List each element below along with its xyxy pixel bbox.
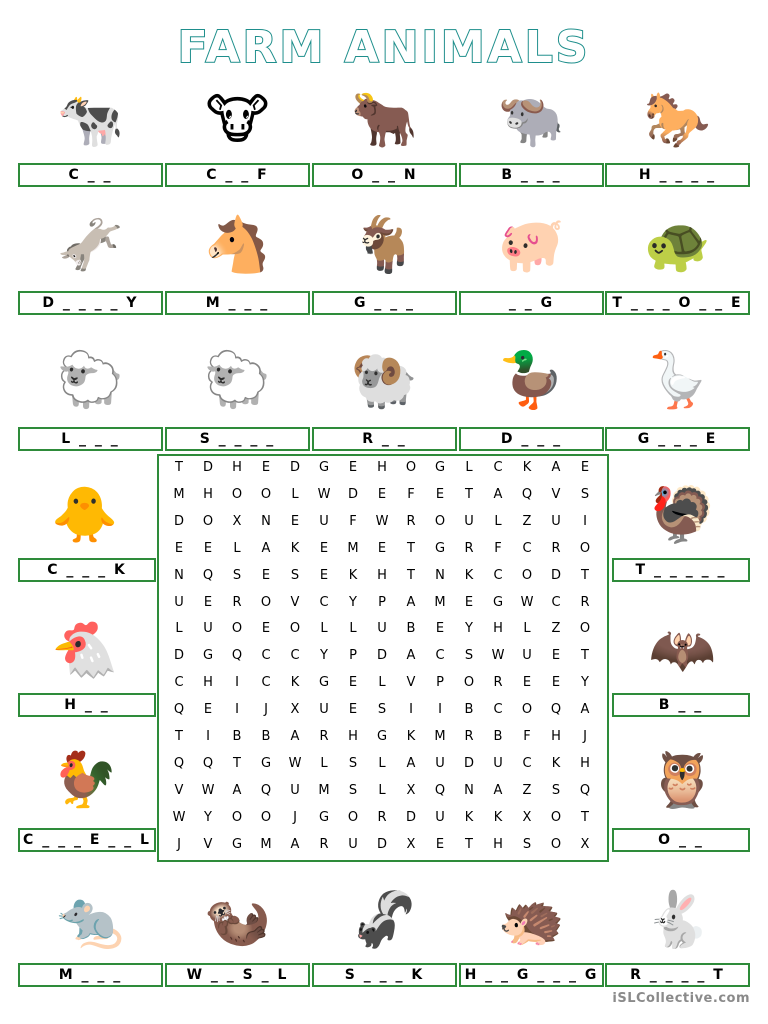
grid-letter[interactable]: R (319, 729, 329, 744)
grid-letter[interactable]: U (319, 513, 329, 529)
grid-letter[interactable]: H (232, 460, 242, 475)
grid-letter[interactable]: T (233, 755, 241, 771)
grid-letter[interactable]: N (435, 567, 445, 583)
grid-letter[interactable]: W (491, 648, 505, 664)
grid-letter[interactable]: B (493, 729, 503, 744)
grid-letter[interactable]: O (231, 809, 243, 825)
grid-letter[interactable]: F (494, 540, 502, 556)
pig-icon: 🐖 (497, 213, 566, 276)
grid-letter[interactable]: R (551, 540, 561, 556)
answer-box[interactable]: C _ _ _ K (18, 558, 156, 582)
grid-letter[interactable]: O (521, 702, 533, 718)
grid-letter[interactable]: C (261, 675, 271, 691)
grid-letter[interactable]: U (348, 836, 358, 852)
grid-letter[interactable]: L (320, 755, 328, 771)
grid-letter[interactable]: I (235, 702, 239, 718)
grid-letter[interactable]: A (406, 755, 416, 771)
tortoise-icon: 🐢 (643, 213, 712, 276)
grid-letter[interactable]: E (551, 648, 561, 664)
donkey-icon: 🫏 (56, 213, 125, 276)
answer-box[interactable]: C _ _ F (165, 163, 310, 187)
grid-letter[interactable]: O (405, 460, 417, 475)
grid-letter[interactable]: L (175, 621, 183, 637)
grid-letter[interactable]: M (318, 782, 330, 798)
footer-watermark: iSLCollective.com (612, 991, 750, 1006)
grid-letter[interactable]: D (463, 755, 474, 771)
grid-letter[interactable]: R (406, 513, 416, 529)
horse-icon: 🐎 (643, 88, 712, 151)
grid-letter[interactable]: L (465, 460, 473, 475)
grid-letter[interactable]: H (580, 755, 590, 771)
grid-letter[interactable]: U (203, 621, 213, 637)
grid-letter[interactable]: A (406, 594, 416, 610)
answer-box[interactable]: T _ _ _ O _ _ E (605, 291, 750, 315)
grid-letter[interactable]: C (261, 648, 271, 664)
grid-letter[interactable]: K (493, 809, 503, 825)
grid-letter[interactable]: G (492, 594, 504, 610)
grid-letter[interactable]: N (174, 567, 184, 583)
grid-letter[interactable]: S (580, 486, 590, 502)
answer-box[interactable]: H _ _ _ _ (605, 163, 750, 187)
grid-letter[interactable]: Q (173, 702, 185, 718)
grid-letter[interactable]: E (348, 460, 358, 475)
grid-letter[interactable]: C (522, 540, 532, 556)
grid-letter[interactable]: J (264, 702, 268, 718)
grid-letter[interactable]: O (347, 809, 359, 825)
grid-letter[interactable]: A (290, 729, 300, 744)
cockerel-icon: 🐓 (51, 748, 119, 811)
grid-letter[interactable]: O (260, 486, 272, 502)
grid-letter[interactable]: D (173, 513, 184, 529)
grid-letter[interactable]: A (493, 486, 503, 502)
grid-letter[interactable]: Q (579, 782, 591, 798)
calf-icon: 🐮 (205, 88, 270, 151)
grid-letter[interactable]: Y (465, 621, 473, 637)
lamb-icon: 🐑 (56, 348, 125, 411)
answer-box[interactable]: H _ _ (18, 693, 156, 717)
grid-letter[interactable]: R (493, 675, 503, 691)
grid-letter[interactable]: O (434, 513, 446, 529)
grid-letter[interactable]: O (550, 836, 562, 852)
grid-letter[interactable]: C (493, 702, 503, 718)
grid-letter[interactable]: K (522, 460, 532, 475)
grid-letter[interactable]: R (580, 594, 590, 610)
grid-letter[interactable]: X (580, 836, 590, 852)
grid-letter[interactable]: P (436, 675, 444, 691)
grid-letter[interactable]: H (551, 729, 561, 744)
grid-letter[interactable]: V (406, 675, 416, 691)
answer-box[interactable]: R _ _ _ _ T (605, 963, 750, 987)
grid-letter[interactable]: N (464, 782, 474, 798)
grid-letter[interactable]: G (231, 836, 243, 852)
answer-box[interactable]: M _ _ _ (18, 963, 163, 987)
grid-letter[interactable]: D (289, 460, 300, 475)
grid-letter[interactable]: Y (204, 809, 212, 825)
grid-letter[interactable]: L (378, 675, 386, 691)
answer-box[interactable]: B _ _ _ (459, 163, 604, 187)
grid-letter[interactable]: K (290, 675, 300, 691)
grid-letter[interactable]: H (203, 675, 213, 691)
grid-letter[interactable]: R (232, 594, 242, 610)
grid-letter[interactable]: D (347, 486, 358, 502)
grid-letter[interactable]: O (260, 809, 272, 825)
grid-letter[interactable]: Q (202, 567, 214, 583)
weasel-icon: 🦦 (203, 888, 272, 951)
grid-letter[interactable]: E (203, 594, 213, 610)
grid-letter[interactable]: E (290, 513, 300, 529)
grid-letter[interactable]: J (583, 729, 587, 744)
grid-letter[interactable]: E (261, 621, 271, 637)
grid-letter[interactable]: H (203, 486, 213, 502)
grid-letter[interactable]: E (580, 460, 590, 475)
grid-letter[interactable]: B (406, 621, 416, 637)
hedgehog-icon: 🦔 (497, 888, 566, 951)
grid-letter[interactable]: M (347, 540, 359, 556)
grid-letter[interactable]: E (435, 621, 445, 637)
grid-letter[interactable]: O (202, 513, 214, 529)
chick-icon: 🐥 (51, 483, 119, 546)
grid-letter[interactable]: C (551, 594, 561, 610)
word-search-grid[interactable] (157, 454, 609, 862)
answer-box[interactable]: S _ _ _ _ (165, 427, 310, 451)
grid-letter[interactable]: R (464, 540, 474, 556)
grid-letter[interactable]: W (201, 782, 215, 798)
grid-letter[interactable]: T (581, 648, 589, 664)
grid-letter[interactable]: V (203, 836, 213, 852)
grid-letter[interactable]: T (175, 460, 183, 475)
grid-letter[interactable]: G (434, 460, 446, 475)
hen-icon: 🐔 (51, 618, 119, 681)
answer-box[interactable]: R _ _ (312, 427, 457, 451)
grid-letter[interactable]: O (463, 675, 475, 691)
grid-letter[interactable]: B (232, 729, 242, 744)
grid-letter[interactable]: X (522, 809, 532, 825)
grid-letter[interactable]: L (349, 621, 357, 637)
grid-letter[interactable]: U (290, 782, 300, 798)
grid-letter[interactable]: Q (550, 702, 562, 718)
grid-letter[interactable]: U (522, 648, 532, 664)
owl-icon: 🦉 (648, 748, 717, 811)
grid-letter[interactable]: K (551, 755, 561, 771)
grid-letter[interactable]: E (348, 702, 358, 718)
grid-letter[interactable]: U (435, 755, 445, 771)
grid-letter[interactable]: J (177, 836, 181, 852)
grid-letter[interactable]: O (260, 594, 272, 610)
goat-icon: 🐐 (350, 213, 419, 276)
grid-letter[interactable]: U (319, 702, 329, 718)
grid-letter[interactable]: W (520, 594, 534, 610)
grid-letter[interactable]: C (435, 648, 445, 664)
grid-letter[interactable]: O (579, 621, 591, 637)
skunk-icon: 🦨 (350, 888, 419, 951)
grid-letter[interactable]: I (409, 702, 413, 718)
goose-icon: 🪿 (643, 348, 712, 411)
grid-letter[interactable]: T (407, 567, 415, 583)
grid-letter[interactable]: E (464, 594, 474, 610)
bat-icon: 🦇 (648, 618, 717, 681)
grid-letter[interactable]: W (288, 755, 302, 771)
grid-letter[interactable]: Y (320, 648, 328, 664)
grid-letter[interactable]: G (260, 755, 272, 771)
grid-letter[interactable]: O (550, 809, 562, 825)
grid-letter[interactable]: O (231, 621, 243, 637)
grid-letter[interactable]: H (377, 460, 387, 475)
grid-letter[interactable]: Q (260, 782, 272, 798)
oxen-icon: 🐂 (350, 88, 419, 151)
answer-box[interactable]: C _ _ _ E _ _ L (18, 828, 156, 852)
grid-letter[interactable]: I (583, 513, 587, 529)
answer-box[interactable]: W _ _ S _ L (165, 963, 310, 987)
grid-letter[interactable]: D (376, 836, 387, 852)
grid-letter[interactable]: X (232, 513, 242, 529)
grid-letter[interactable]: A (232, 782, 242, 798)
grid-letter[interactable]: U (174, 594, 184, 610)
grid-letter[interactable]: T (465, 836, 473, 852)
answer-box[interactable]: _ _ G (459, 291, 604, 315)
grid-letter[interactable]: A (493, 782, 503, 798)
grid-letter[interactable]: M (260, 836, 272, 852)
answer-box[interactable]: C _ _ (18, 163, 163, 187)
grid-letter[interactable]: C (319, 594, 329, 610)
grid-letter[interactable]: A (580, 702, 590, 718)
grid-letter[interactable]: N (261, 513, 271, 529)
grid-letter[interactable]: X (406, 836, 416, 852)
grid-letter[interactable]: E (377, 486, 387, 502)
grid-letter[interactable]: K (348, 567, 358, 583)
grid-letter[interactable]: B (261, 729, 271, 744)
grid-letter[interactable]: C (290, 648, 300, 664)
grid-letter[interactable]: M (434, 729, 446, 744)
grid-letter[interactable]: T (581, 809, 589, 825)
grid-letter[interactable]: C (174, 675, 184, 691)
grid-letter[interactable]: D (376, 648, 387, 664)
bull-icon: 🐃 (497, 88, 566, 151)
grid-letter[interactable]: B (464, 702, 474, 718)
grid-letter[interactable]: O (231, 486, 243, 502)
grid-letter[interactable]: A (261, 540, 271, 556)
grid-letter[interactable]: G (318, 809, 330, 825)
mole-icon: 🐀 (56, 888, 125, 951)
grid-letter[interactable]: Q (521, 486, 533, 502)
answer-box[interactable]: H _ _ G _ _ _ G (459, 963, 604, 987)
answer-box[interactable]: L _ _ _ (18, 427, 163, 451)
turkey-icon: 🦃 (648, 483, 717, 546)
grid-letter[interactable]: D (405, 809, 416, 825)
grid-letter[interactable]: F (349, 513, 357, 529)
grid-letter[interactable]: D (550, 567, 561, 583)
grid-letter[interactable]: P (378, 594, 386, 610)
grid-letter[interactable]: L (291, 486, 299, 502)
grid-letter[interactable]: K (464, 567, 474, 583)
grid-letter[interactable]: E (174, 540, 184, 556)
grid-letter[interactable]: Q (231, 648, 243, 664)
answer-box[interactable]: G _ _ _ (312, 291, 457, 315)
grid-letter[interactable]: U (464, 513, 474, 529)
grid-letter[interactable]: K (406, 729, 416, 744)
grid-letter[interactable]: I (438, 702, 442, 718)
answer-box[interactable]: O _ _ (612, 828, 750, 852)
grid-letter[interactable]: L (378, 755, 386, 771)
grid-letter[interactable]: D (202, 460, 213, 475)
grid-letter[interactable]: E (348, 675, 358, 691)
grid-letter[interactable]: M (434, 594, 446, 610)
answer-box[interactable]: D _ _ _ (459, 427, 604, 451)
grid-letter[interactable]: E (319, 540, 329, 556)
grid-letter[interactable]: M (173, 486, 185, 502)
answer-box[interactable]: T _ _ _ _ _ (612, 558, 750, 582)
answer-box[interactable]: B _ _ (612, 693, 750, 717)
grid-letter[interactable]: E (261, 460, 271, 475)
grid-letter[interactable]: V (174, 782, 184, 798)
grid-letter[interactable]: V (290, 594, 300, 610)
grid-letter[interactable]: X (406, 782, 416, 798)
grid-letter[interactable]: I (206, 729, 210, 744)
grid-letter[interactable]: Q (434, 782, 446, 798)
grid-letter[interactable]: Y (581, 675, 589, 691)
grid-letter[interactable]: L (320, 621, 328, 637)
grid-letter[interactable]: E (522, 675, 532, 691)
grid-letter[interactable]: Q (173, 755, 185, 771)
grid-letter[interactable]: F (523, 729, 531, 744)
grid-letter[interactable]: E (435, 486, 445, 502)
grid-letter[interactable]: S (232, 567, 242, 583)
grid-letter[interactable]: A (290, 836, 300, 852)
grid-letter[interactable]: T (407, 540, 415, 556)
grid-letter[interactable]: R (377, 809, 387, 825)
grid-letter[interactable]: Q (202, 755, 214, 771)
grid-letter[interactable]: S (290, 567, 300, 583)
grid-letter[interactable]: A (551, 460, 561, 475)
grid-letter[interactable]: D (173, 648, 184, 664)
grid-letter[interactable]: G (318, 675, 330, 691)
grid-letter[interactable]: V (551, 486, 561, 502)
answer-box[interactable]: S _ _ _ K (312, 963, 457, 987)
page-title: FARM ANIMALS (177, 22, 591, 73)
grid-letter[interactable]: S (464, 648, 474, 664)
grid-letter[interactable]: S (522, 836, 532, 852)
grid-letter[interactable]: E (319, 567, 329, 583)
grid-letter[interactable]: E (377, 540, 387, 556)
grid-letter[interactable]: S (551, 782, 561, 798)
grid-letter[interactable]: W (172, 809, 186, 825)
grid-letter[interactable]: G (376, 729, 388, 744)
grid-letter[interactable]: T (465, 486, 473, 502)
grid-letter[interactable]: Z (551, 621, 561, 637)
grid-letter[interactable]: H (377, 567, 387, 583)
grid-letter[interactable]: L (233, 540, 241, 556)
grid-letter[interactable]: H (493, 836, 503, 852)
grid-letter[interactable]: S (348, 755, 358, 771)
grid-letter[interactable]: G (434, 540, 446, 556)
grid-letter[interactable]: O (521, 567, 533, 583)
rabbit-icon: 🐇 (643, 888, 712, 951)
grid-letter[interactable]: J (293, 809, 297, 825)
grid-letter[interactable]: Z (522, 782, 532, 798)
grid-letter[interactable]: F (407, 486, 415, 502)
grid-letter[interactable]: U (493, 755, 503, 771)
grid-letter[interactable]: T (175, 729, 183, 744)
grid-letter[interactable]: R (319, 836, 329, 852)
ram-icon: 🐏 (350, 348, 419, 411)
grid-letter[interactable]: H (348, 729, 358, 744)
grid-letter[interactable]: E (551, 675, 561, 691)
grid-letter[interactable]: E (435, 836, 445, 852)
grid-letter[interactable]: O (579, 540, 591, 556)
grid-letter[interactable]: S (377, 702, 387, 718)
grid-letter[interactable]: O (289, 621, 301, 637)
grid-letter[interactable]: C (493, 567, 503, 583)
grid-letter[interactable]: L (523, 621, 531, 637)
grid-letter[interactable]: T (581, 567, 589, 583)
grid-letter[interactable]: L (494, 513, 502, 529)
grid-letter[interactable]: A (406, 648, 416, 664)
grid-letter[interactable]: U (551, 513, 561, 529)
mule-icon: 🐴 (203, 213, 272, 276)
grid-letter[interactable]: I (235, 675, 239, 691)
grid-letter[interactable]: W (317, 486, 331, 502)
grid-letter[interactable]: K (290, 540, 300, 556)
grid-letter[interactable]: Y (349, 594, 357, 610)
grid-letter[interactable]: P (349, 648, 357, 664)
grid-letter[interactable]: X (290, 702, 300, 718)
grid-letter[interactable]: U (435, 809, 445, 825)
grid-letter[interactable]: L (378, 782, 386, 798)
grid-letter[interactable]: W (375, 513, 389, 529)
grid-letter[interactable]: R (464, 729, 474, 744)
answer-box[interactable]: D _ _ _ _ Y (18, 291, 163, 315)
duck-icon: 🦆 (497, 348, 566, 411)
grid-letter[interactable]: E (203, 702, 213, 718)
grid-letter[interactable]: Z (522, 513, 532, 529)
answer-box[interactable]: M _ _ _ (165, 291, 310, 315)
cow-icon: 🐄 (56, 88, 125, 151)
grid-letter[interactable]: G (318, 460, 330, 475)
grid-letter[interactable]: U (377, 621, 387, 637)
grid-letter[interactable]: K (464, 809, 474, 825)
grid-letter[interactable]: S (348, 782, 358, 798)
grid-letter[interactable]: H (493, 621, 503, 637)
answer-box[interactable]: O _ _ N (312, 163, 457, 187)
grid-letter[interactable]: C (522, 755, 532, 771)
grid-letter[interactable]: E (261, 567, 271, 583)
answer-box[interactable]: G _ _ _ E (605, 427, 750, 451)
grid-letter[interactable]: G (202, 648, 214, 664)
grid-letter[interactable]: C (493, 460, 503, 475)
grid-letter[interactable]: E (203, 540, 213, 556)
sheep-icon: 🐑 (203, 348, 272, 411)
